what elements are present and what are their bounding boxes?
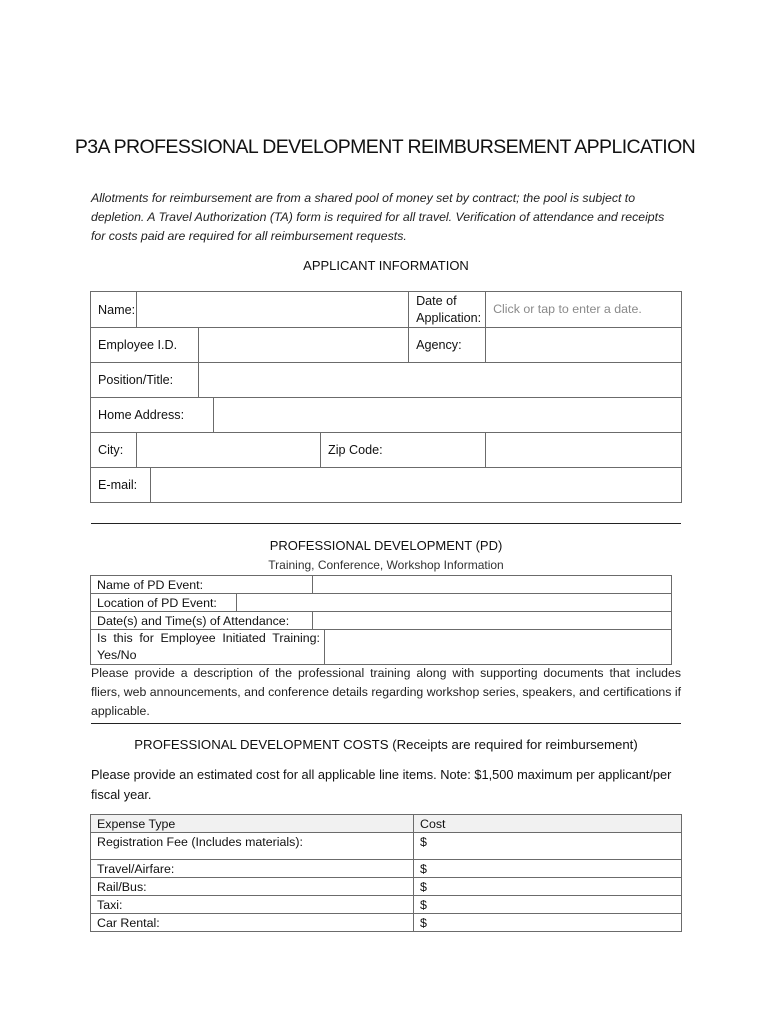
cost-field[interactable]: $ [414, 860, 682, 878]
pd-table [90, 575, 672, 665]
table-row [91, 896, 682, 914]
city-field[interactable] [137, 433, 321, 468]
section-divider [91, 723, 681, 724]
expense-label: Rail/Bus: [91, 878, 414, 896]
position-field[interactable] [199, 363, 682, 398]
pd-subheading: Training, Conference, Workshop Information [268, 558, 504, 572]
costs-note: Please provide an estimated cost for all applicable line items. Note: $1,500 maximum per applicant/per fiscal year. [91, 767, 672, 802]
cost-field[interactable]: $ [414, 878, 682, 896]
agency-field[interactable] [486, 328, 682, 363]
cost-field[interactable]: $ [414, 914, 682, 932]
location-label: Location of PD Event: [91, 594, 237, 612]
city-label: City: [91, 433, 137, 468]
table-row [91, 833, 682, 860]
date-placeholder: Click or tap to enter a date. [493, 302, 642, 316]
applicant-heading: APPLICANT INFORMATION [303, 258, 469, 273]
email-label: E-mail: [91, 468, 151, 503]
table-row [91, 860, 682, 878]
zip-label: Zip Code: [321, 433, 486, 468]
costs-table [90, 814, 682, 932]
employee-initiated-label: Is this for Employee Initiated Training: Yes/No [91, 630, 325, 665]
pd-heading: PROFESSIONAL DEVELOPMENT (PD) [269, 538, 503, 553]
event-name-label: Name of PD Event: [91, 576, 313, 594]
name-field[interactable] [137, 292, 409, 328]
expense-label: Car Rental: [91, 914, 414, 932]
table-row [91, 914, 682, 932]
pd-description: Please provide a description of the professional training along with supporting documents that includes fliers, web announcements, and conference details regarding workshop series, speakers, and certifications if applicable. [91, 666, 681, 718]
employee-id-label: Employee I.D. [91, 328, 199, 363]
name-label: Name: [91, 292, 137, 328]
employee-initiated-field[interactable] [325, 630, 672, 665]
dates-label: Date(s) and Time(s) of Attendance: [91, 612, 313, 630]
home-address-field[interactable] [214, 398, 682, 433]
cost-header: Cost [414, 815, 682, 833]
dates-field[interactable] [313, 612, 672, 630]
agency-label: Agency: [409, 328, 486, 363]
date-field[interactable] [486, 292, 682, 328]
intro-text: Allotments for reimbursement are from a shared pool of money set by contract; the pool is subject to depletion. A Travel Authorization (TA) form is required for all travel. Verification of attendance and receipts for costs paid are required for all reimbursement requests. [91, 191, 665, 243]
page-title: P3A PROFESSIONAL DEVELOPMENT REIMBURSEMENT APPLICATION [74, 136, 696, 158]
email-field[interactable] [151, 468, 682, 503]
expense-type-header: Expense Type [91, 815, 414, 833]
employee-id-field[interactable] [199, 328, 409, 363]
position-label: Position/Title: [91, 363, 199, 398]
home-address-label: Home Address: [91, 398, 214, 433]
expense-label: Taxi: [91, 896, 414, 914]
section-divider [91, 523, 681, 524]
cost-field[interactable]: $ [414, 896, 682, 914]
costs-heading: PROFESSIONAL DEVELOPMENT COSTS (Receipts are required for reimbursement) [134, 737, 638, 752]
expense-label: Travel/Airfare: [91, 860, 414, 878]
table-row [91, 878, 682, 896]
location-field[interactable] [237, 594, 672, 612]
date-label: Date of Application: [409, 292, 486, 328]
applicant-table [90, 291, 682, 503]
zip-field[interactable] [486, 433, 682, 468]
cost-field[interactable]: $ [414, 833, 682, 860]
event-name-field[interactable] [313, 576, 672, 594]
expense-label: Registration Fee (Includes materials): [91, 833, 414, 860]
